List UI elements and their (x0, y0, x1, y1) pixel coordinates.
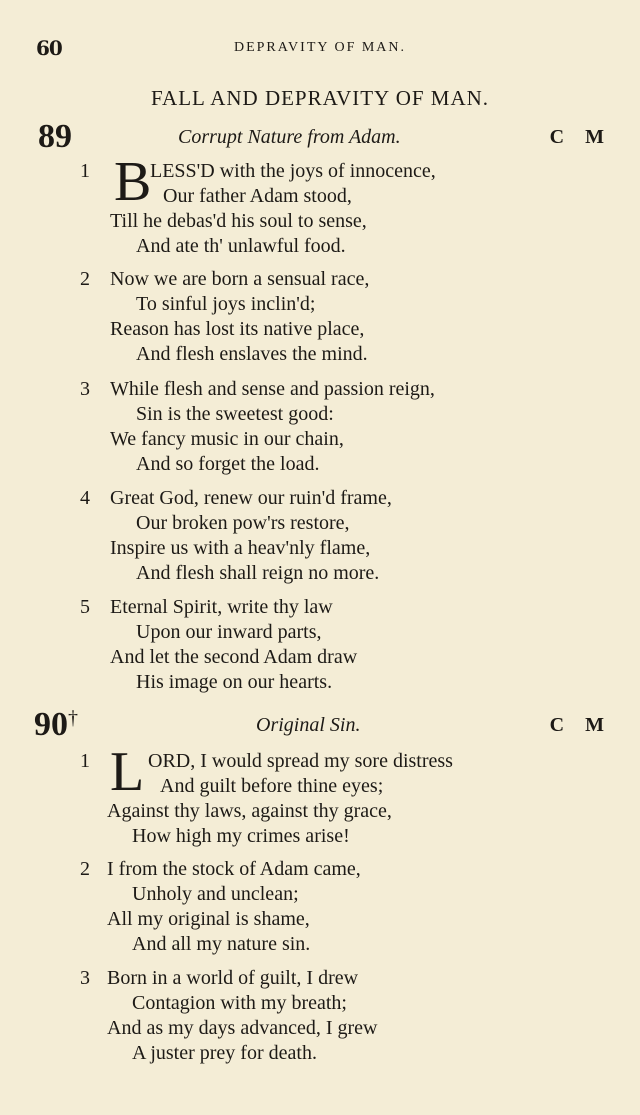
verse-line: His image on our hearts. (136, 671, 333, 693)
verse-line: Unholy and unclean; (132, 883, 299, 905)
page-number: 60 (36, 36, 62, 60)
verse-line: While flesh and sense and passion reign, (110, 378, 435, 400)
verse-line: Our broken pow'rs restore, (136, 512, 350, 534)
drop-cap: B (114, 151, 152, 213)
hymn-subtitle: Original Sin. (256, 714, 361, 736)
stanza-number: 1 (80, 750, 90, 772)
verse-line: I from the stock of Adam came, (107, 858, 361, 880)
verse-line: A juster prey for death. (132, 1042, 317, 1064)
verse-line: And all my nature sin. (132, 933, 311, 955)
verse-line: And let the second Adam draw (110, 646, 358, 668)
running-head-title: DEPRAVITY OF MAN. (233, 40, 407, 55)
stanza-number: 3 (80, 378, 90, 400)
hymn-meter: C M (549, 126, 612, 148)
verse-line: Sin is the sweetest good: (136, 403, 334, 425)
hymn-heading (0, 706, 640, 746)
stanza-number: 4 (80, 487, 90, 509)
verse-line: And ate th' unlawful food. (136, 235, 346, 257)
verse-line: And flesh enslaves the mind. (136, 343, 368, 365)
stanza-number: 1 (80, 160, 90, 182)
stanza-number: 2 (80, 858, 90, 880)
drop-cap: L (110, 741, 145, 803)
verse-line: Against thy laws, against thy grace, (107, 800, 392, 822)
verse-line: Inspire us with a heav'nly flame, (110, 537, 371, 559)
section-title: FALL AND DEPRAVITY OF MAN. (150, 86, 490, 110)
verse-line: Our father Adam stood, (163, 185, 352, 207)
verse-line: Upon our inward parts, (136, 621, 322, 643)
hymn-subtitle: Corrupt Nature from Adam. (178, 126, 401, 148)
verse-line: Now we are born a sensual race, (110, 268, 370, 290)
verse-line: How high my crimes arise! (132, 825, 350, 847)
verse-line: And flesh shall reign no more. (136, 562, 380, 584)
verse-line: ORD, I would spread my sore distress (148, 750, 453, 772)
hymn-number: 90† (34, 706, 78, 743)
verse-line: We fancy music in our chain, (110, 428, 344, 450)
verse-line: Eternal Spirit, write thy law (110, 596, 333, 618)
verse-line: Reason has lost its native place, (110, 318, 365, 340)
verse-line: Great God, renew our ruin'd frame, (110, 487, 392, 509)
hymn-meter: C M (549, 714, 612, 736)
verse-line: And guilt before thine eyes; (160, 775, 384, 797)
verse-line: Till he debas'd his soul to sense, (110, 210, 367, 232)
verse-line: LESS'D with the joys of innocence, (150, 160, 436, 182)
running-head (0, 30, 640, 60)
hymn-heading (0, 118, 640, 158)
stanza-number: 3 (80, 967, 90, 989)
hymn-number: 89 (38, 118, 72, 155)
verse-line: To sinful joys inclin'd; (136, 293, 316, 315)
verse-line: And as my days advanced, I grew (107, 1017, 378, 1039)
stanza-number: 5 (80, 596, 90, 618)
verse-line: Contagion with my breath; (132, 992, 347, 1014)
verse-line: And so forget the load. (136, 453, 320, 475)
verse-line: All my original is shame, (107, 908, 310, 930)
verse-line: Born in a world of guilt, I drew (107, 967, 359, 989)
stanza-number: 2 (80, 268, 90, 290)
